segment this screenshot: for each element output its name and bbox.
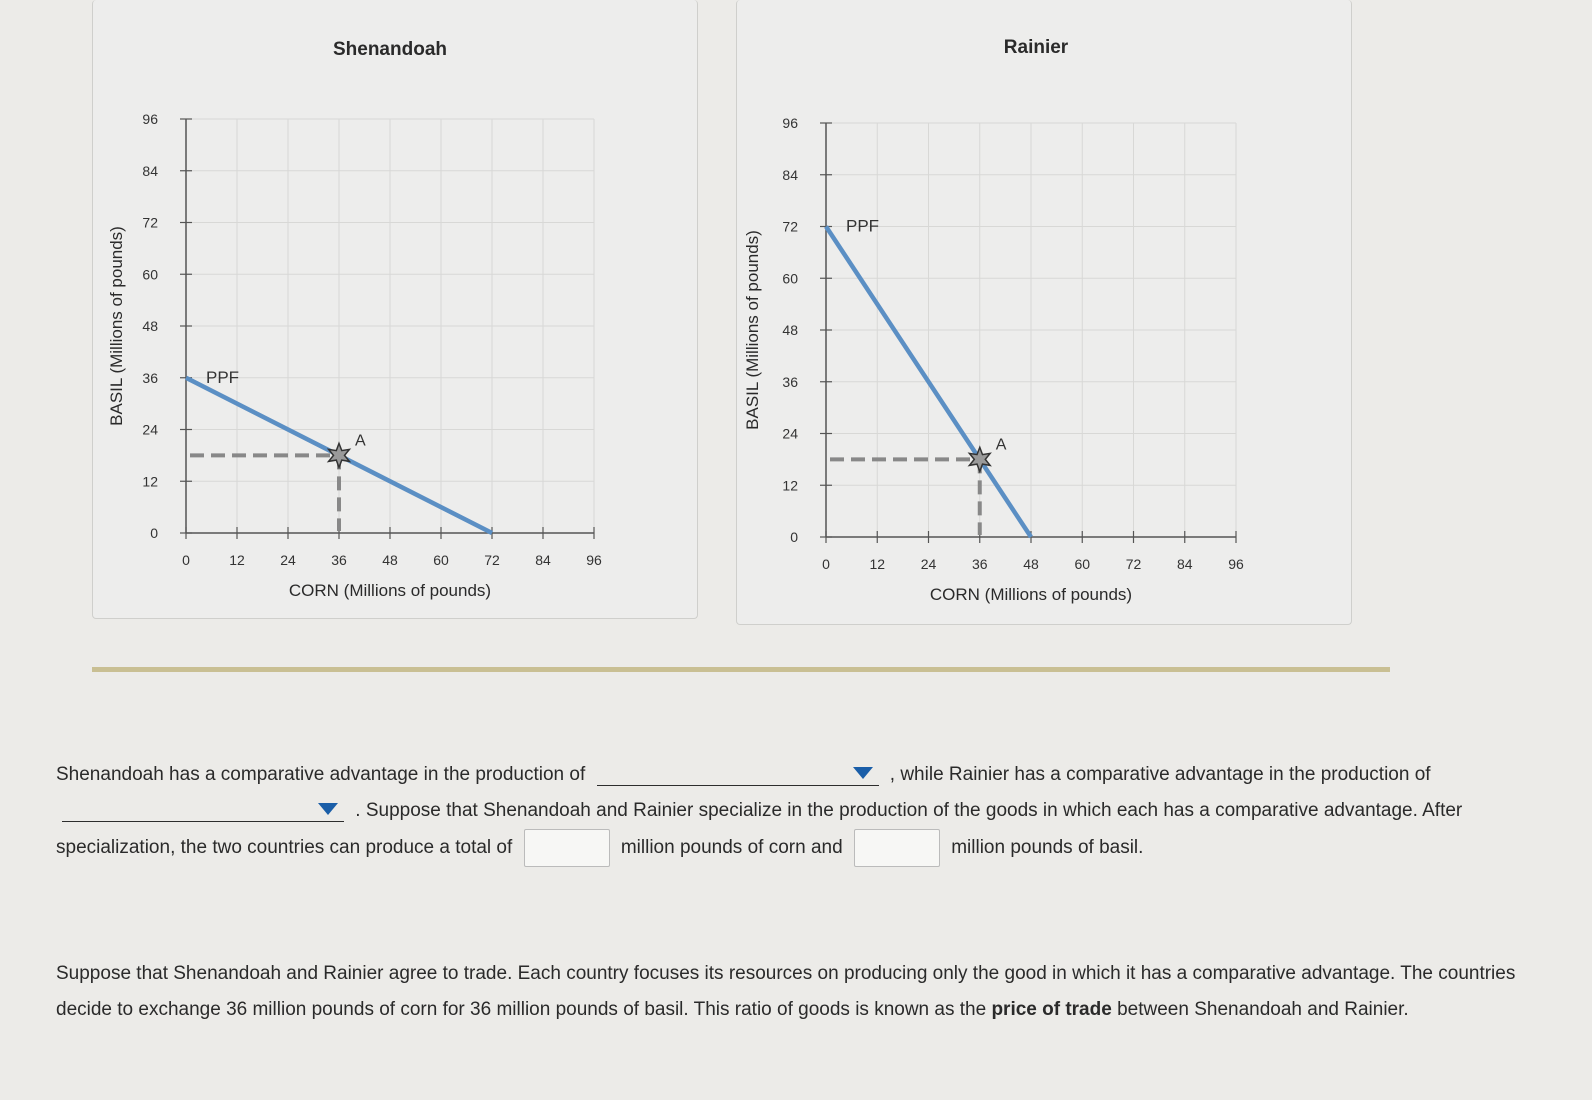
q1-text-4: million pounds of corn and [620,837,843,859]
comparative-advantage-shenandoah-dropdown[interactable] [597,763,879,786]
y-tick-label: 0 [150,525,158,541]
x-tick-label: 48 [382,552,398,568]
x-tick-label: 60 [1074,556,1091,572]
x-tick-label: 84 [1176,556,1193,572]
x-tick-label: 60 [433,552,449,568]
y-tick-label: 24 [782,425,798,442]
dropdown-arrow-icon [318,803,338,815]
dropdown-arrow-icon [853,767,873,779]
y-tick-label: 60 [782,270,798,287]
x-tick-label: 72 [1125,556,1142,572]
chart-1 [743,37,1244,604]
x-axis-label: CORN (Millions of pounds) [288,581,492,600]
y-tick-label: 48 [142,318,158,334]
point-a-label: A [355,432,366,450]
y-tick-label: 60 [142,266,158,283]
y-tick-label: 48 [782,322,798,338]
y-tick-label: 36 [142,369,158,386]
y-tick-label: 96 [782,115,798,131]
y-tick-label: 12 [142,473,158,490]
y-axis-label: BASIL (Millions of pounds) [743,230,762,430]
x-axis-label: CORN (Millions of pounds) [929,585,1133,604]
y-tick-label: 84 [142,162,158,179]
q2-text-2: between Shenandoah and Rainier. [1117,999,1409,1020]
y-tick-label: 72 [782,218,798,235]
question-comparative-advantage [56,757,1546,867]
q1-text-3: . Suppose that Shenandoah and Rainier specialize in the production of the goods in which each has a comparative advantage. After specialization, the two countries can produce a total of [56,800,1463,859]
total-corn-input[interactable] [524,829,610,867]
x-tick-label: 36 [331,552,347,568]
y-tick-label: 84 [782,166,798,183]
y-tick-label: 12 [782,477,798,494]
q2-bold-term: price of trade [991,999,1112,1020]
x-tick-label: 72 [484,552,500,568]
x-tick-label: 24 [280,552,296,568]
q1-text-2: , while Rainier has a comparative advantage in the production of [889,764,1431,785]
y-tick-label: 96 [142,111,158,127]
x-tick-label: 36 [971,556,988,572]
x-tick-label: 96 [586,552,602,568]
point-a-label: A [995,436,1007,454]
q2-text-1: Suppose that Shenandoah and Rainier agree to trade. Each country focuses its resources on producing only the good in which it has a comparative advantage. The countries decide to exchange 36 million pounds of corn for 36 million pounds of basil. This ratio of goods is known as the [56,963,1516,1020]
y-tick-label: 0 [790,529,798,545]
y-tick-label: 36 [782,373,798,390]
point-a-marker [329,443,350,467]
y-axis-label: BASIL (Millions of pounds) [107,226,126,426]
x-tick-label: 24 [920,556,937,572]
total-basil-input[interactable] [854,829,940,867]
y-tick-label: 24 [142,421,158,438]
section-divider [92,667,1390,672]
question-price-of-trade [56,956,1536,1028]
x-tick-label: 12 [869,556,886,572]
chart-title: Shenandoah [332,39,448,60]
x-tick-label: 48 [1023,556,1039,572]
y-tick-label: 72 [142,214,158,231]
x-tick-label: 96 [1228,556,1244,572]
x-tick-label: 0 [822,556,830,572]
chart-0 [107,39,602,600]
x-tick-label: 84 [535,552,551,568]
x-tick-label: 0 [182,552,190,568]
x-tick-label: 12 [229,552,245,568]
ppf-label: PPF [846,216,880,236]
q1-text-5: million pounds of basil. [951,837,1144,859]
q1-text-1: Shenandoah has a comparative advantage in the production of [56,764,586,785]
chart-title: Rainier [1003,37,1069,58]
ppf-label: PPF [206,367,240,387]
comparative-advantage-rainier-dropdown[interactable] [62,799,344,822]
